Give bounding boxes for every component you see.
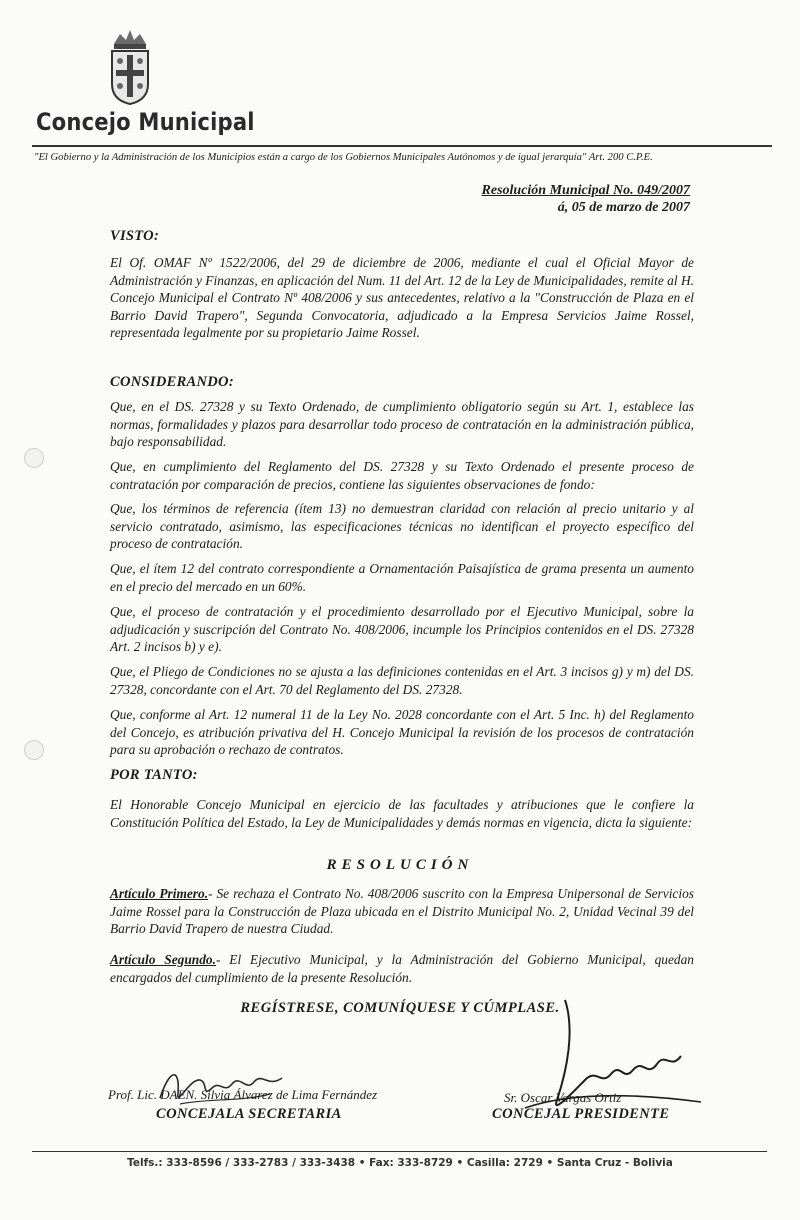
article-first-text: - Se rechaza el Contrato No. 408/2006 suscrito con la Empresa Unipersonal de Servicios Jaime Rossel para la Construcción de Plaza ubicada en el Distrito Municipal No. 2, Unidad Vecinal 39 del Barrio David Trapero de nuestra Ciudad. — [110, 886, 694, 936]
portanto-heading: POR TANTO: — [110, 767, 198, 783]
portanto-text: El Honorable Concejo Municipal en ejercicio de las facultades y atribuciones que le confiere la Constitución Política del Estado, la Ley de Municipalidades y demás normas en vigencia, dicta la siguiente: — [110, 797, 694, 830]
article-first-label: Artículo Primero. — [110, 886, 209, 901]
article-second — [110, 951, 694, 986]
resolution-number: Resolución Municipal No. 049/2007 — [481, 183, 690, 198]
footer-rule — [32, 1151, 767, 1152]
considerando-paragraph: Que, el ítem 12 del contrato correspondiente a Ornamentación Paisajística de grama presenta un aumento en el precio del mercado en un 60%. — [110, 561, 694, 594]
coat-of-arms-icon — [106, 26, 154, 106]
considerando-paragraph: Que, en cumplimiento del Reglamento del DS. 27328 y su Texto Ordenado el presente proceso de contratación por comparación de precios, contiene las siguientes observaciones de fondo: — [110, 459, 694, 492]
right-signatory-title: CONCEJAL PRESIDENTE — [492, 1106, 670, 1122]
article-second-text: - El Ejecutivo Municipal, y la Administración del Gobierno Municipal, quedan encargados del cumplimiento de la presente Resolución. — [110, 952, 694, 985]
left-signatory-name: Prof. Lic. DAEN. Silvia Álvarez de Lima Fernández — [108, 1087, 378, 1102]
resolucion-title: RESOLUCIÓN — [326, 857, 474, 873]
article-second-label: Artículo Segundo. — [110, 952, 216, 967]
considerando-paragraph: Que, conforme al Art. 12 numeral 11 de la Ley No. 2028 concordante con el Art. 5 Inc. h) del Reglamento del Concejo, es atribución privativa del H. Concejo Municipal la revisión de los procesos de contratación para su aprobación o rechazo de contratos. — [110, 707, 694, 757]
considerando-paragraph: Que, en el DS. 27328 y su Texto Ordenado, de cumplimiento obligatorio según su Art. 1, establece las normas, formalidades y plazos para desarrollar todo proceso de contratación en la administración pública, bajo responsabilidad. — [110, 399, 694, 449]
visto-text: El Of. OMAF Nº 1522/2006, del 29 de diciembre de 2006, mediante el cual el Oficial Mayor de Administración y Finanzas, en aplicación del Num. 11 del Art. 12 de la Ley de Municipalidades, remite al H. Concejo Municipal el Contrato Nº 408/2006 y sus antecedentes, relativo a la "Construcción de Plaza en el Barrio David Trapero", Segunda Convocatoria, adjudicado a la Empresa Servicios Jaime Rossel, representada legalmente por su propietario Jaime Rossel. — [110, 255, 694, 340]
article-first — [110, 885, 694, 938]
closing-formula: REGÍSTRESE, COMUNÍQUESE Y CÚMPLASE. — [240, 1000, 560, 1016]
footer-contact: Telfs.: 333-8596 / 333-2783 / 333-3438 • Fax: 333-8729 • Casilla: 2729 • Santa Cruz - Bolivia — [127, 1157, 673, 1169]
right-signatory-name: Sr. Oscar Vargas Ortiz — [504, 1090, 622, 1105]
considerando-heading: CONSIDERANDO: — [110, 374, 234, 390]
header-rule — [32, 145, 772, 147]
considerando-paragraph: Que, el proceso de contratación y el procedimiento desarrollado por el Ejecutivo Municipal, sobre la adjudicación y suscripción del Contrato No. 408/2006, incumple los Principios contenidos en el DS. 27328 Art. 2 incisos b) y e). — [110, 604, 694, 654]
signature-block-right — [492, 1090, 669, 1123]
considerando-paragraph: Que, los términos de referencia (ítem 13) no demuestran claridad con relación al precio unitario y al servicio contratado, asimismo, las especificaciones técnicas no identifican el proyecto específico del proceso de contratación. — [110, 501, 694, 551]
considerando-paragraph: Que, el Pliego de Condiciones no se ajusta a las definiciones contenidas en el Art. 3 incisos g) y m) del DS. 27328, concordante con el Art. 70 del Reglamento del DS. 27328. — [110, 664, 694, 697]
left-signatory-title: CONCEJALA SECRETARIA — [156, 1106, 342, 1122]
signature-block-left — [108, 1087, 377, 1123]
resolution-date: á, 05 de marzo de 2007 — [557, 200, 690, 215]
org-name: Concejo Municipal — [36, 108, 255, 136]
punch-hole-top — [24, 448, 44, 468]
header-motto: "El Gobierno y la Administración de los Municipios están a cargo de los Gobiernos Municipales Autónomos y de igual jerarquía" Art. 200 C.P.E. — [34, 152, 653, 163]
visto-heading: VISTO: — [110, 228, 160, 244]
punch-hole-bottom — [24, 740, 44, 760]
